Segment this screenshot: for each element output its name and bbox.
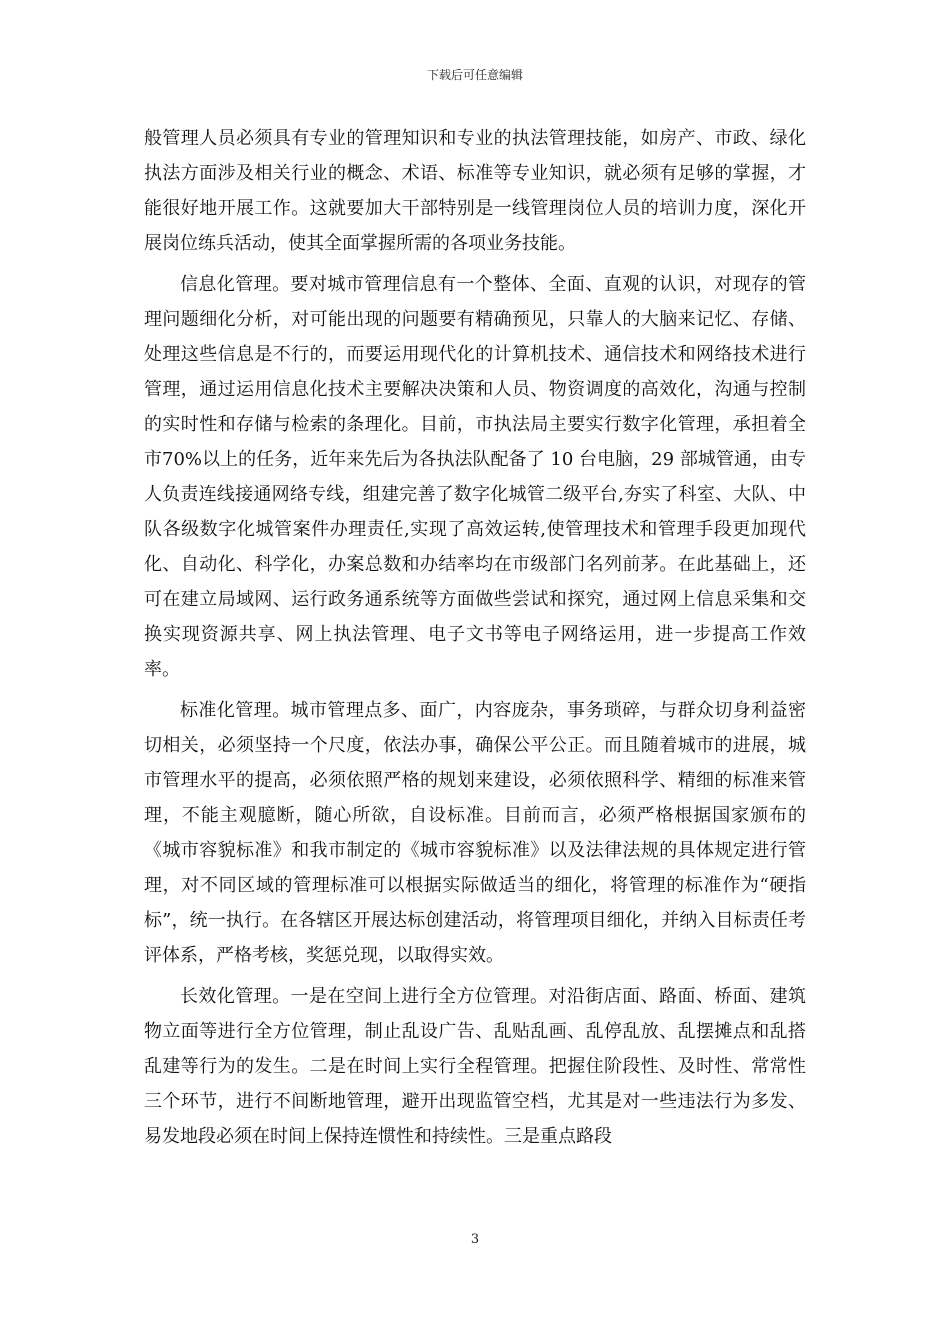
page-header: 下载后可任意编辑 xyxy=(426,68,523,82)
paragraph-standardization: 标准化管理。城市管理点多、面广，内容庞杂，事务琐碎，与群众切身利益密切相关，必须坚持一个尺度，依法办事，确保公平公正。而且随着城市的进展，城市管理水平的提高，必须依照严格的规划来建设，必须依照科学、精细的标准来管理，不能主观臆断，随心所欲，自设标准。目前而言，必须严格根据国家颁布的《城市容貌标准》和我市制定的《城市容貌标准》以及法律法规的具体规定进行管理，对不同区域的管理标准可以根据实际做适当的细化，将管理的标准作为“硬指标”，统一执行。在各辖区开展达标创建活动，将管理项目细化，并纳入目标责任考评体系，严格考核，奖惩兑现，以取得实效。 xyxy=(144,700,806,966)
paragraph-long-term: 长效化管理。一是在空间上进行全方位管理。对沿街店面、路面、桥面、建筑物立面等进行全方位管理，制止乱设广告、乱贴乱画、乱停乱放、乱摆摊点和乱搭乱建等行为的发生。二是在时间上实行全程管理。把握住阶段性、及时性、常常性三个环节，进行不间断地管理，避开出现监管空档，尤其是对一些违法行为多发、易发地段必须在时间上保持连惯性和持续性。三是重点路段 xyxy=(144,986,806,1147)
document-body xyxy=(144,121,806,1160)
paragraph-informatization: 信息化管理。要对城市管理信息有一个整体、全面、直观的认识，对现存的管理问题细化分析，对可能出现的问题要有精确预见，只靠人的大脑来记忆、存储、处理这些信息是不行的，而要运用现代化的计算机技术、通信技术和网络技术进行管理，通过运用信息化技术主要解决决策和人员、物资调度的高效化，沟通与控制的实时性和存储与检索的条理化。目前，市执法局主要实行数字化管理，承担着全市70%以上的任务，近年来先后为各执法队配备了 10 台电脑，29 部城管通，由专人负责连线接通网络专线，组建完善了数字化城管二级平台,夯实了科室、大队、中队各级数字化城管案件办理责任,实现了高效运转,使管理技术和管理手段更加现代化、自动化、科学化，办案总数和办结率均在市级部门名列前茅。在此基础上，还可在建立局域网、运行政务通系统等方面做些尝试和探究，通过网上信息采集和交换实现资源共享、网上执法管理、电子文书等电子网络运用，进一步提高工作效率。 xyxy=(144,274,806,680)
paragraph-continued: 般管理人员必须具有专业的管理知识和专业的执法管理技能，如房产、市政、绿化执法方面涉及相关行业的概念、术语、标准等专业知识，就必须有足够的掌握，才能很好地开展工作。这就要加大干部特别是一线管理岗位人员的培训力度，深化开展岗位练兵活动，使其全面掌握所需的各项业务技能。 xyxy=(144,128,806,254)
page-number: 3 xyxy=(470,1232,480,1247)
